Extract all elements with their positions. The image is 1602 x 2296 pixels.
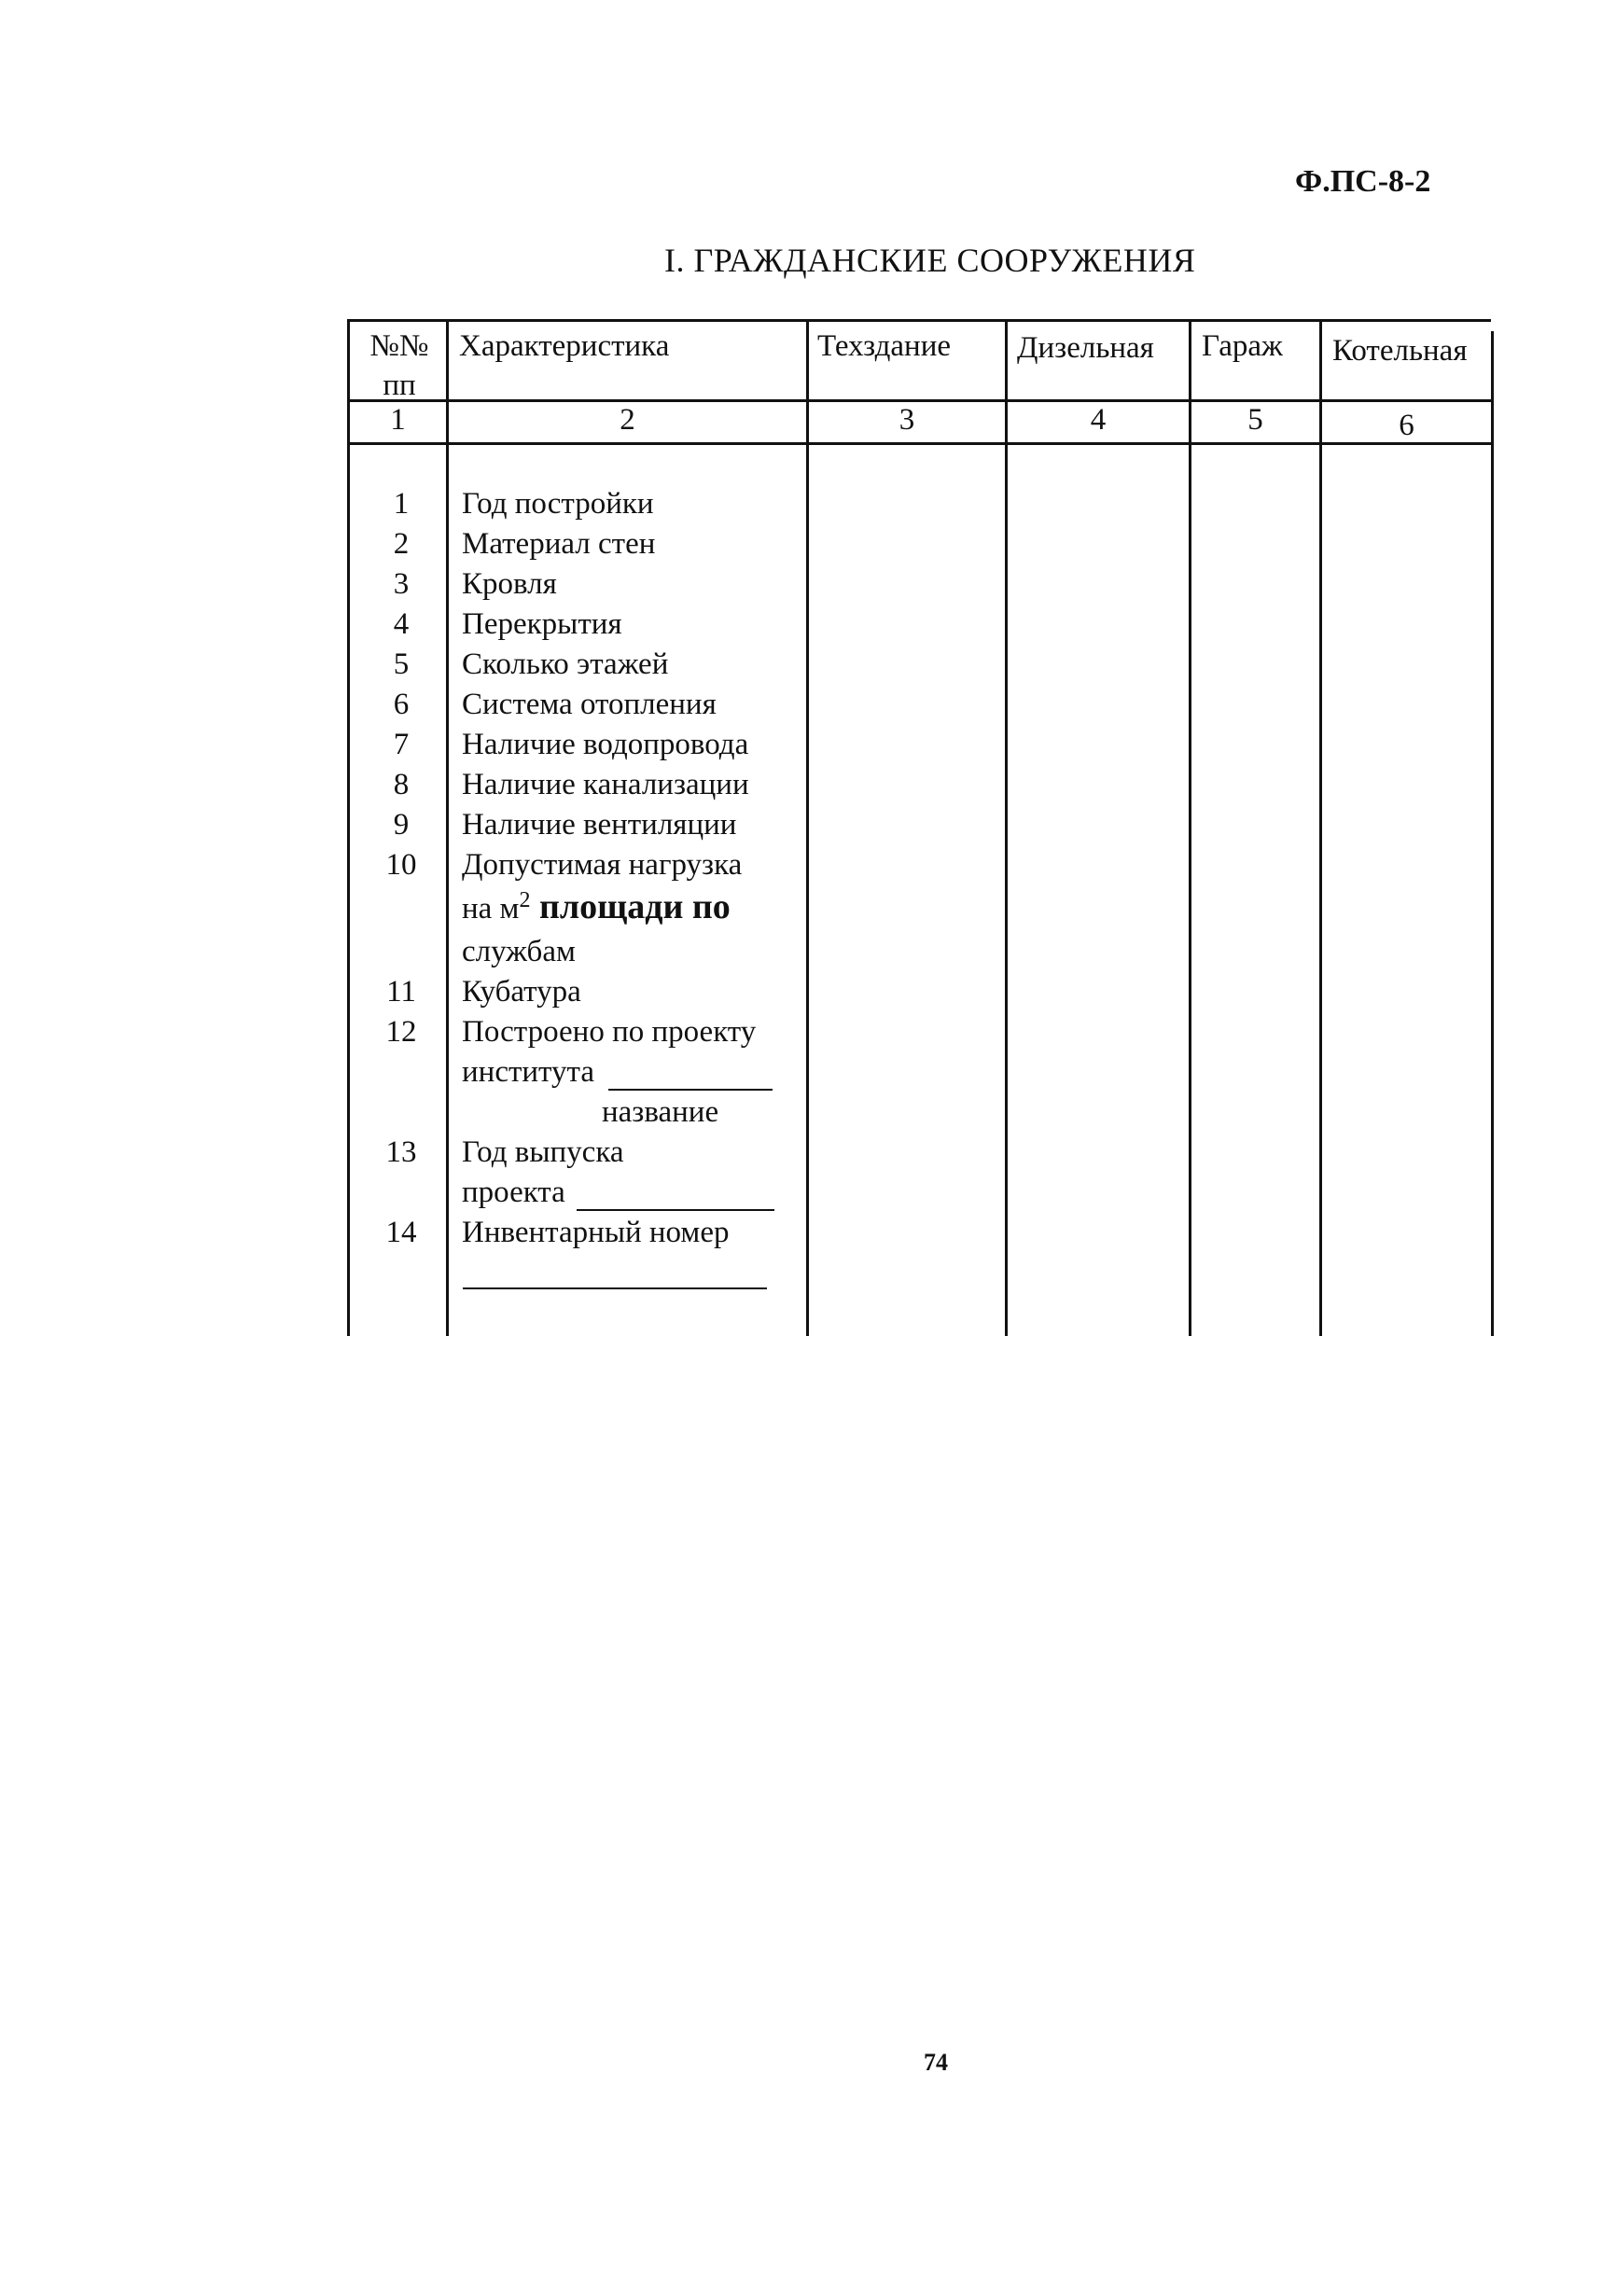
colnum-2: 2: [620, 403, 635, 437]
row-text-10: Допустимая нагрузка: [462, 848, 743, 882]
row-text-6: Система отопления: [462, 688, 717, 721]
blank-line-inventory: [463, 1287, 767, 1289]
header-num-line1: №№: [369, 329, 429, 363]
row-num-4: 4: [393, 607, 410, 641]
header-tech-building: Техздание: [817, 329, 952, 363]
header-num-line2: пп: [383, 369, 416, 402]
row-text-11: Кубатура: [462, 975, 581, 1009]
colnum-4: 4: [1090, 403, 1107, 437]
row-num-2: 2: [393, 527, 410, 561]
row-text-13: Год выпуска: [462, 1135, 624, 1169]
header-boiler: Котельная: [1332, 334, 1468, 368]
row-text-9: Наличие вентиляции: [462, 808, 737, 842]
header-diesel: Дизельная: [1017, 331, 1154, 365]
page-title: I. ГРАЖДАНСКИЕ СООРУЖЕНИЯ: [664, 242, 1196, 279]
col-divider-2: [806, 319, 809, 1336]
row-num-14: 14: [385, 1216, 417, 1249]
row-text-1: Год постройки: [462, 487, 654, 521]
blank-line-project-year: [577, 1209, 774, 1211]
header-characteristic: Характеристика: [459, 329, 670, 363]
row-text-13-line2: проекта: [462, 1176, 565, 1209]
row-text-5: Сколько этажей: [462, 647, 669, 681]
col-divider-3: [1005, 319, 1008, 1336]
header-garage: Гараж: [1202, 329, 1283, 363]
row-num-9: 9: [393, 808, 410, 842]
row-num-8: 8: [393, 768, 410, 801]
row-text-10-line3: службам: [462, 935, 576, 968]
page-number: 74: [924, 2049, 948, 2076]
row-text-12-caption: название: [602, 1095, 719, 1129]
row-text-12: Построено по проекту: [462, 1015, 757, 1049]
row-num-13: 13: [385, 1135, 417, 1169]
row-num-12: 12: [385, 1015, 417, 1049]
colnum-1: 1: [390, 403, 406, 437]
row-num-10: 10: [385, 848, 417, 882]
row-text-10-superscript: 2: [519, 888, 531, 912]
row-num-3: 3: [393, 567, 410, 601]
row-num-11: 11: [386, 975, 416, 1009]
row-num-6: 6: [393, 688, 410, 721]
header-num: [362, 327, 437, 405]
table-right-border: [1491, 331, 1494, 1336]
row-num-5: 5: [393, 647, 410, 681]
row-text-10-line2: [462, 886, 731, 927]
row-text-14: Инвентарный номер: [462, 1216, 730, 1249]
colnum-3: 3: [899, 403, 915, 437]
col-divider-5: [1319, 319, 1322, 1336]
row-text-8: Наличие канализации: [462, 768, 749, 801]
row-num-7: 7: [393, 728, 410, 761]
colnum-6: 6: [1399, 409, 1414, 442]
colnum-5: 5: [1247, 403, 1263, 437]
row-text-10-line2-b: площади по: [530, 887, 731, 926]
form-code: Ф.ПС-8-2: [1295, 164, 1431, 199]
blank-line-institute: [608, 1089, 773, 1091]
row-text-4: Перекрытия: [462, 607, 622, 641]
col-divider-4: [1189, 319, 1191, 1336]
row-text-10-line2-a: на м: [462, 892, 520, 925]
row-text-2: Материал стен: [462, 527, 656, 561]
row-text-3: Кровля: [462, 567, 557, 601]
row-text-7: Наличие водопровода: [462, 728, 749, 761]
row-text-12-line2: института: [462, 1055, 595, 1089]
row-num-1: 1: [393, 487, 410, 521]
table-left-border: [347, 319, 350, 1336]
